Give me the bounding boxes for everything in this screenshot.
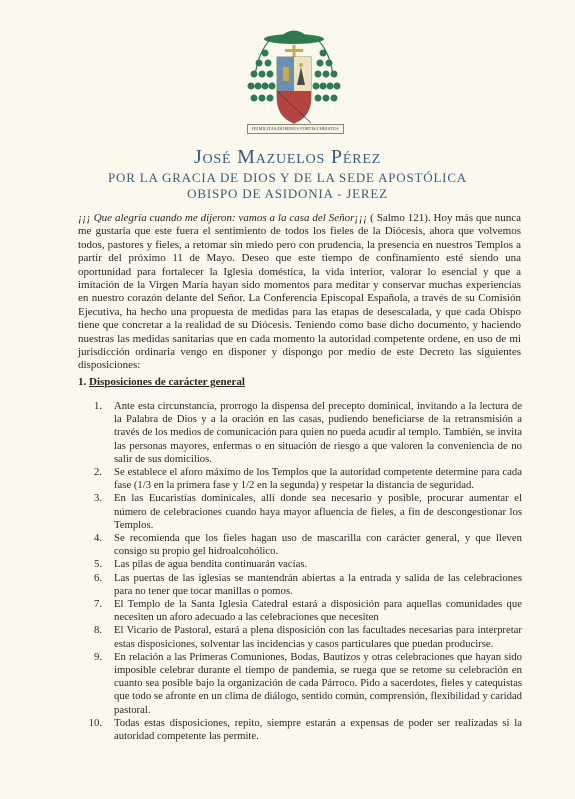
item-text: Las pilas de agua bendita continuarán vacías. (114, 558, 308, 571)
item-text: En relación a las Primeras Comuniones, Bodas, Bautizos y otras celebraciones que hayan sido imposible celebrar durante el tiempo de pandemia, se ruega que se retome su celebración en cuanto sea posible bajo la organización de cada Párroco. Pido a sacerdotes, fieles y catequistas que todo se afronte en un clima de diálogo, sentido común, comprensión, flexibilidad y caridad pastoral. (114, 650, 522, 716)
intro-text: ( Salmo 121). Hoy más que nunca me gustaría que este fuera el sentimiento de todos los fieles de la Diócesis, ahora que volvemos todos, pastores y fieles, a retomar sin miedo pero con prudencia, la presencia en nuestros Templos a partir del próximo 11 de Mayo. Deseo que este tiempo de confinamiento esté siendo una oportunidad para fortalecer la Iglesia doméstica, la vida interior, valorar lo esencial y que a imitación de la Virgen María hayan sido momentos para meditar y conservar muchas experiencias en nuestro corazón delante del Señor. La Conferencia Episcopal Española, a través de su Comisión Ejecutiva, ha hecho una propuesta de medidas para las etapas de desescalada, y que cada Obispo tiene que concretar a la realidad de su Diócesis. Teniendo como base dicho documento, y haciendo nuestras las medidas sanitarias que en cada momento la autoridad competente ordene, en uso de mi jurisdicción ordinaria vengo en disponer y dispongo por medio de este Decreto las siguientes disposiciones: (78, 212, 522, 372)
item-text: Las puertas de las iglesias se mantendrán abiertas a la entrada y salida de las celebraciones para no tener que tocar manillas o pomos. (114, 571, 522, 597)
item-text: Todas estas disposiciones, repito, siempre estarán a expensas de poder ser realizadas si la autoridad competente las permite. (114, 716, 522, 743)
item-number: 5. (93, 558, 102, 571)
item-text: Se recomienda que los fieles hagan uso de mascarilla con carácter general, y que lleven consigo su propio gel hidroalcohólico. (114, 532, 522, 558)
list-item (80, 717, 522, 743)
item-text: Se establece el aforo máximo de los Templos que la autoridad competente determine para cada fase (1/3 en la primera fase y 1/2 en la segunda) y respetar la distancia de seguridad. (114, 466, 522, 492)
list-item (80, 532, 522, 558)
list-item (80, 558, 522, 571)
bishop-name: José Mazuelos Pérez (193, 146, 382, 168)
item-number: 9. (93, 650, 102, 663)
item-number: 6. (93, 571, 102, 584)
item-number: 8. (93, 624, 102, 637)
section-number: 1. (78, 376, 87, 388)
item-number: 7. (93, 598, 102, 611)
list-item (80, 598, 522, 624)
list-item (80, 651, 522, 717)
list-item (80, 400, 522, 466)
item-number: 1. (93, 400, 102, 412)
item-number: 4. (93, 532, 102, 545)
item-text: En las Eucaristías dominicales, allí donde sea necesario y posible, procurar aumentar el número de celebraciones cuando haya mayor afluencia de fieles, a fin de descongestionar los Templos. (114, 492, 522, 531)
item-text: El Vicario de Pastoral, estará a plena disposición con las facultades necesarias para interpretar estas disposiciones, solventar las incidencias y casos particulares que puedan producirse. (114, 624, 522, 650)
item-text: El Templo de la Santa Iglesia Catedral estará a disposición para aquellas comunidades que necesiten un aforo adecuado a las celebraciones que necesiten (114, 598, 522, 624)
title-line-1: POR LA GRACIA DE DIOS Y DE LA SEDE APOSTÓLICA (108, 170, 467, 185)
psalm-quote: ¡¡¡ Que alegría cuando me dijeron: vamos a la casa del Señor¡¡¡ (78, 212, 368, 224)
motto-banner: HUMILITAS/DOMINUS FORTIS/CHRISTUS (247, 124, 344, 134)
coat-of-arms-icon (243, 25, 345, 135)
dispositions-list (80, 400, 522, 743)
title-line-2: OBISPO DE ASIDONIA - JEREZ (187, 186, 388, 201)
item-number: 10. (88, 716, 102, 729)
item-text: Ante esta circunstancia, prorrogo la dispensa del precepto dominical, invitando a la lectura de la Palabra de Dios y a la oración en las casas, pudiendo beneficiarse de la retransmisión a través de los medios de comunicación para quien no pueda acudir al templo. También, se invita las personas mayores, enfermas o en situación de riesgo a que valoren la conveniencia de no salir de sus domicilios. (114, 400, 522, 465)
section-heading (78, 376, 245, 388)
item-number: 3. (93, 492, 102, 505)
item-number: 2. (93, 466, 102, 479)
list-item (80, 492, 522, 532)
list-item (80, 572, 522, 598)
list-item (80, 624, 522, 650)
intro-paragraph (78, 212, 521, 373)
list-item (80, 466, 522, 492)
section-title: Disposiciones de carácter general (89, 376, 245, 388)
